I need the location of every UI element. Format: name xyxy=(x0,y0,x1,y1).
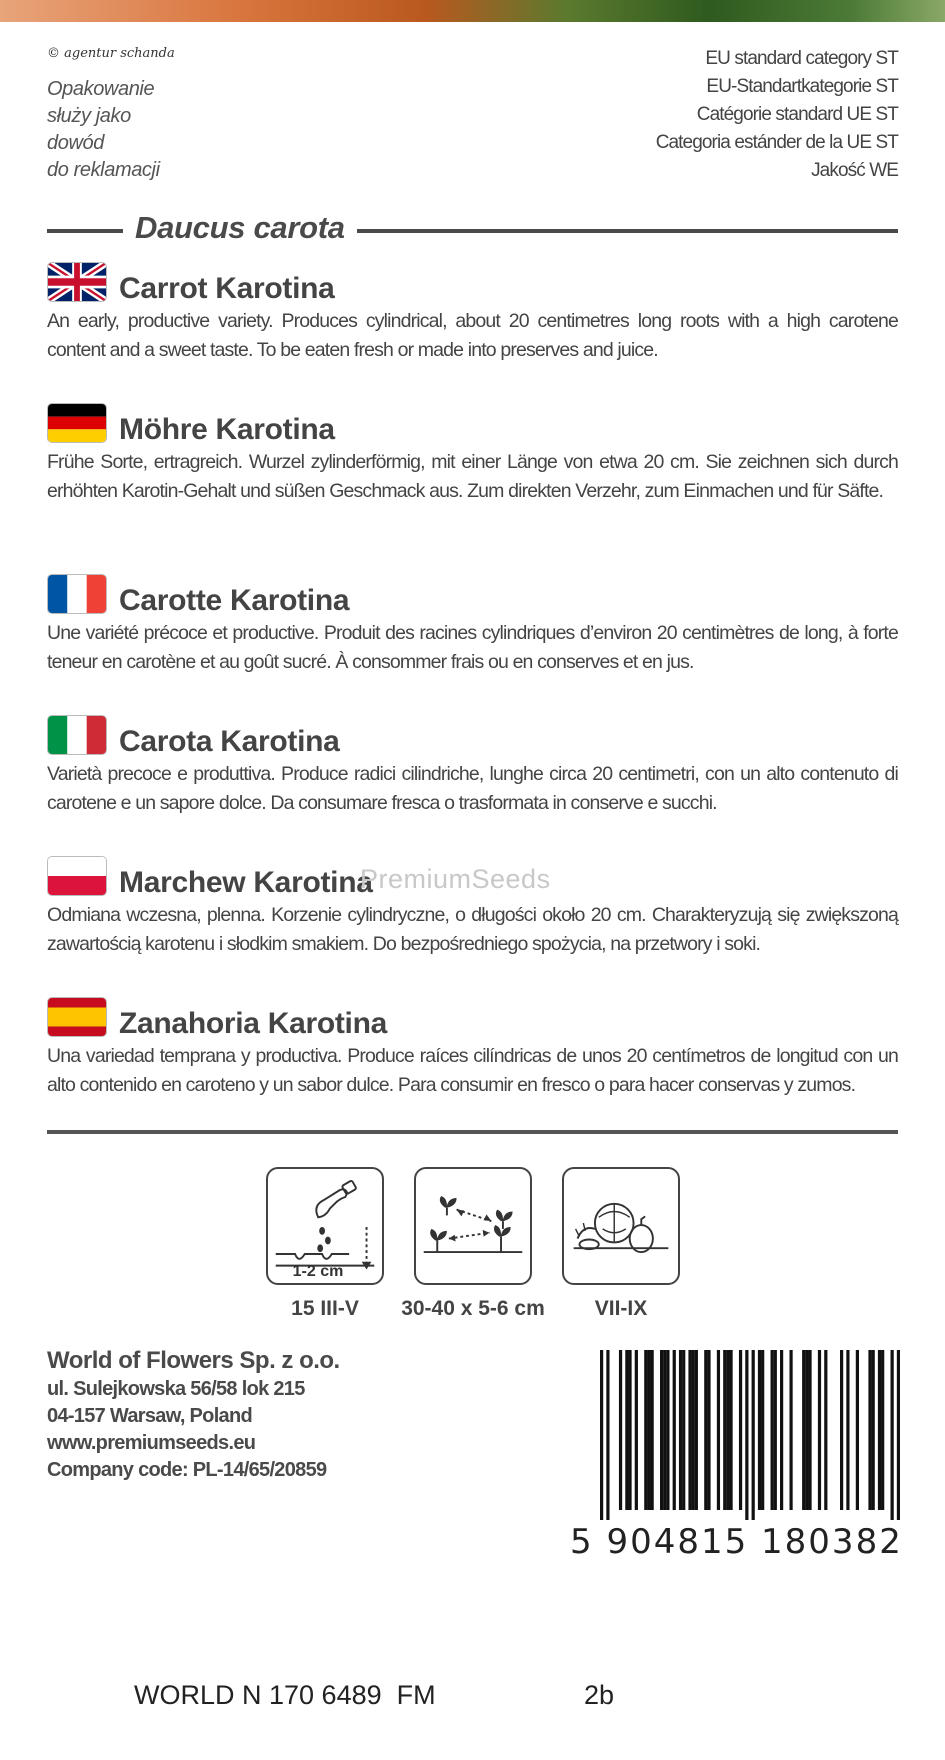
ean-barcode xyxy=(570,1350,903,1565)
barcode-bar xyxy=(600,1350,603,1520)
company-website: www.premiumseeds.eu xyxy=(47,1432,256,1454)
sowing-icon xyxy=(266,1167,384,1285)
barcode-bar xyxy=(872,1350,875,1510)
cultivation-pictograms xyxy=(266,1167,678,1327)
variety-name: Marchew Karotina xyxy=(119,866,373,899)
variety-description: Odmiana wczesna, plenna. Korzenie cylindryczne, o długości około 20 cm. Charakteryzują się zwiększoną zawartością karotenu i słodkim smakiem. Do bezpośredniego spożycia, na przetwory i soki. xyxy=(47,904,898,955)
barcode-bar xyxy=(805,1350,808,1510)
barcode-bar xyxy=(707,1350,710,1510)
eu-standard-line: EU-Standartkategorie ST xyxy=(706,76,898,97)
eu-standard-line: Jakość WE xyxy=(811,160,898,181)
barcode-bar xyxy=(818,1350,821,1510)
variety-description: Une variété précoce et productive. Produit des racines cylindriques d’environ 20 centimètres de long, à forte teneur en carotène et au goût sucré. À consommer frais ou en conserves et en jus. xyxy=(47,622,898,673)
barcode-bar xyxy=(771,1350,774,1510)
carrot-photo-strip xyxy=(0,0,945,22)
variety-name: Carrot Karotina xyxy=(119,272,335,305)
eu-standard-line: Catégorie standard UE ST xyxy=(696,104,898,125)
barcode-bar xyxy=(774,1350,777,1510)
barcode-bar xyxy=(824,1350,827,1510)
barcode-bar xyxy=(729,1350,732,1510)
heading-rule-left xyxy=(47,229,123,233)
variety-description: Varietà precoce e produttiva. Produce radici cilindriche, lunghe circa 20 centimetri, con un alto contenuto di carotene e un sapore dolce. Da consumare fresca o trasformata in conserve e succhi. xyxy=(47,763,898,814)
company-code: Company code: PL-14/65/20859 xyxy=(47,1459,327,1481)
packaging-note-line: do reklamacji xyxy=(47,159,160,181)
barcode-bar xyxy=(606,1350,609,1520)
barcode-bar xyxy=(761,1350,764,1510)
barcode-bar xyxy=(651,1350,654,1510)
species-heading xyxy=(47,207,898,247)
barcode-number: 5 904815 180382 xyxy=(570,1522,903,1562)
page-marker: 2b xyxy=(584,1680,615,1710)
eu-standard-line: Categoria estánder de la UE ST xyxy=(655,132,898,153)
variety-description: Una variedad temprana y productiva. Produce raíces cilíndricas de unos 20 centímetros de longitud con un alto contenido en caroteno y un sabor dulce. Para consumir en fresco o para hacer conservas y zumos. xyxy=(47,1045,898,1096)
eu-standard-category xyxy=(656,45,898,185)
barcode-bar xyxy=(704,1350,707,1510)
company-address-line: ul. Sulejkowska 56/58 lok 215 xyxy=(47,1378,305,1400)
variety-name: Möhre Karotina xyxy=(119,413,335,446)
variety-description: An early, productive variety. Produces cylindrical, about 20 centimetres long roots with a high carotene content and a sweet taste. To be eaten fresh or made into preserves and juice. xyxy=(47,310,898,361)
barcode-bar xyxy=(868,1350,871,1510)
barcode-bar xyxy=(856,1350,859,1510)
barcode-bar xyxy=(666,1350,669,1510)
barcode-bar xyxy=(717,1350,720,1510)
barcode-bar xyxy=(723,1350,726,1510)
barcode-bar xyxy=(726,1350,729,1510)
section-divider xyxy=(47,1130,898,1134)
poland-flag-icon xyxy=(47,856,107,896)
eu-standard-line: EU standard category ST xyxy=(705,48,898,69)
barcode-bar xyxy=(739,1350,742,1510)
barcode-bar xyxy=(758,1350,761,1510)
spacing-caption: 30-40 x 5-6 cm xyxy=(401,1297,545,1320)
barcode-bar xyxy=(846,1350,849,1510)
barcode-bar xyxy=(688,1350,691,1510)
france-flag-icon xyxy=(47,574,107,614)
italy-flag-icon xyxy=(47,715,107,755)
barcode-bar xyxy=(752,1350,755,1520)
barcode-bar xyxy=(673,1350,676,1510)
spacing-icon xyxy=(414,1167,532,1285)
variety-name: Carota Karotina xyxy=(119,725,340,758)
barcode-bar xyxy=(660,1350,663,1510)
packaging-note-line: dowód xyxy=(47,132,104,154)
barcode-bar xyxy=(881,1350,884,1510)
heading-rule-right xyxy=(357,229,898,233)
variety-description: Frühe Sorte, ertragreich. Wurzel zylinderförmig, mit einer Länge von etwa 20 cm. Sie zeichnen sich durch erhöhten Karotin-Gehalt und süßen Geschmack aus. Zum direkten Verzehr, zum Einmachen und für Säfte. xyxy=(47,451,898,502)
barcode-bar xyxy=(808,1350,811,1510)
print-code: WORLD N 170 6489 FM xyxy=(134,1680,436,1710)
packaging-note xyxy=(47,76,247,184)
uk-flag-icon xyxy=(47,262,107,302)
species-name: Daucus carota xyxy=(135,210,345,245)
barcode-bars xyxy=(570,1350,900,1520)
barcode-bar xyxy=(789,1350,792,1510)
barcode-bar xyxy=(619,1350,622,1510)
barcode-bar xyxy=(897,1350,900,1520)
barcode-bar xyxy=(625,1350,628,1510)
company-name: World of Flowers Sp. z o.o. xyxy=(47,1347,340,1374)
variety-name: Zanahoria Karotina xyxy=(119,1007,387,1040)
barcode-bar xyxy=(692,1350,695,1510)
barcode-bar xyxy=(628,1350,631,1510)
barcode-bar xyxy=(840,1350,843,1510)
germany-flag-icon xyxy=(47,403,107,443)
packaging-note-line: Opakowanie xyxy=(47,78,155,100)
barcode-bar xyxy=(647,1350,650,1510)
packaging-note-line: służy jako xyxy=(47,105,131,127)
watermark: PremiumSeeds xyxy=(360,864,551,894)
harvest-icon xyxy=(562,1167,680,1285)
barcode-bar xyxy=(682,1350,685,1510)
copyright-notice: © agentur schanda xyxy=(47,46,175,61)
company-info xyxy=(47,1346,407,1484)
barcode-bar xyxy=(635,1350,638,1510)
variety-name: Carotte Karotina xyxy=(119,584,350,617)
barcode-bar xyxy=(695,1350,698,1510)
barcode-bar xyxy=(891,1350,894,1520)
barcode-bar xyxy=(878,1350,881,1510)
barcode-bar xyxy=(679,1350,682,1510)
company-address-line: 04-157 Warsaw, Poland xyxy=(47,1405,253,1427)
barcode-bar xyxy=(663,1350,666,1510)
barcode-bar xyxy=(802,1350,805,1510)
barcode-bar xyxy=(780,1350,783,1510)
harvest-period-caption: VII-IX xyxy=(594,1297,648,1320)
sowing-period-caption: 15 III-V xyxy=(291,1297,359,1320)
sowing-depth-label: 1-2 cm xyxy=(292,1263,344,1280)
spain-flag-icon xyxy=(47,997,107,1037)
barcode-bar xyxy=(644,1350,647,1510)
barcode-bar xyxy=(745,1350,748,1520)
